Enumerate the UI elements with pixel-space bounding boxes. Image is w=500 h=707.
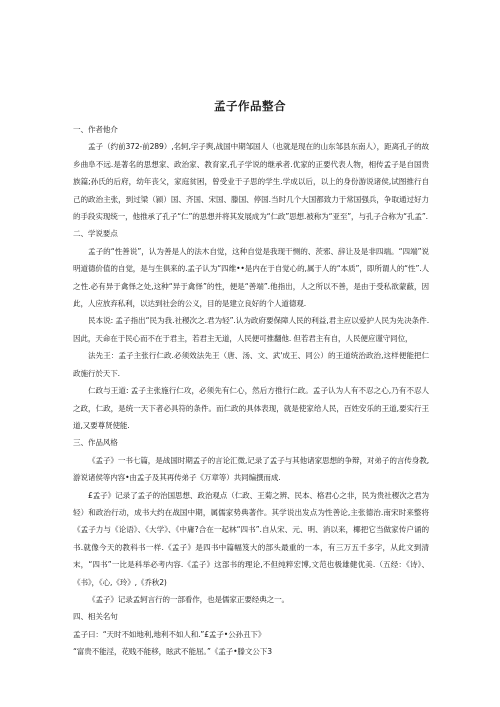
paragraph: 孟子（约前372-前289）,名轲,字子舆,战国中期邹国人（也就是现在的山东邹县东南人），距离孔子的故乡曲阜不远.是著名的思想家、政治家、教育家,孔子学说的继承者.优家的正要代表人物，相传孟子是自国贵族篇;孙氏的后府，幼年丧父，家庭贫困，曾受业于子思的学生.学成以后，以上的身份游说诸侯,试图推行自己的政治主张，到过梁（颍）国、齐国、宋国、滕国、停国.当时几个大国都致力于常国强兵，争取通过好力的手段实现统一，他推承了孔子“仁”的思想并将其发展成为“仁政”思想.被称为“亚至”，与孔子合称为“孔孟”. [73,142,429,222]
paragraph: £孟子》记录了孟子的治国思想、政治观点（仁政、王菊之辨、民本、格君心之非，民为贵社稷次之君为轻）和政治行动，成书大约在战国中期，属儒家势典著作。其学说出发点为性善论,主张德治.南宋时来整将《孟子力与《论语》、《大学》、《中庸?合在一起林“四书”.自从宋、元、明、消以来，椰把它当做家传户诵的书.就像今天的教科书一样.《孟子》是四书中篇幅笈大的部头最重的一本，有三万五千多字，从此文到清末，“四书”一比是科举必考内容.《孟子》这部书的理论,不但纯粹宏博,文范也极雄健优美.（五经：《诗》、《书》，《心,《玲》,《乔秋2) [73,490,429,587]
document-body [73,121,429,661]
paragraph: 《孟子》一书七篇，是战国时期孟子的言论汇微,记录了孟子与其他诸家思想的争辩，对弟子的言传身教,游说诸侯等内容•由孟子及其再传弟子《万章等）共同编撰而成. [73,455,429,483]
paragraph: “富贵不能淫，花贱不能移，眩武不能屈。”《孟子•滕文公下3 [73,647,272,657]
section-heading: 四、相关名句 [73,612,118,622]
paragraph: 仁政与王道: 孟子主张施行仁攻，必须先有仁心，然后方推行仁政。孟子认为人有不忍之心,乃有不忍人之政，仁政，是统一天下者必具符的条件。而仁政的具体表现，就是使家给人民，百姓安乐的王道,要实行王道,又要尊贤使能. [73,386,429,430]
section-heading: 三、作品风格 [73,438,118,448]
paragraph: 孟子的“性善说”，认为善是人的法木自觉，这种自觉是我现干恻的、茨邪、辞让及是非四端。“四端”说明道德价值的自觉，是与生俱来的.孟子认为“四维••是内在于自觉心的,属于人的“本质”，即所谓人的“性”.人之性.必有异于禽怿之处,这种“异于禽怿”的性，便是“善端”.他指出，人之所以不善，是由于受私欲蒙蔽，因此，人应放弃私利，以达到社会的公义，目的是建立良好的个人道德观. [73,246,429,309]
paragraph: 民本说: 孟子指出“民为我.社稷次之.君为轻”.认为政府要保障人民的利益,君主应以爱护人民为先决条件.因此，天命在于民心而不在于君主，若君主无道，人民便可推翻他. 但若君主有自，人民便应谨守同位， [73,316,429,343]
section-heading: 二、学说要点 [73,229,118,239]
paragraph: 《孟子》记录孟轲言行的一部看作，也是儒家正要经典之一。 [88,594,289,604]
section-heading: 一、作者他介 [73,125,118,134]
paragraph: 孟子曰：“天时不如地利,地利不如人和.”£孟子•公孙丑下》 [73,629,266,639]
paragraph: 法先王：孟子主张行仁政.必须效法先王（唐、汤、文、武'成王、同公）的王道统治政治,这样便能把仁政施行於天下. [73,351,429,378]
document-title: 孟子作品整合 [214,99,286,113]
